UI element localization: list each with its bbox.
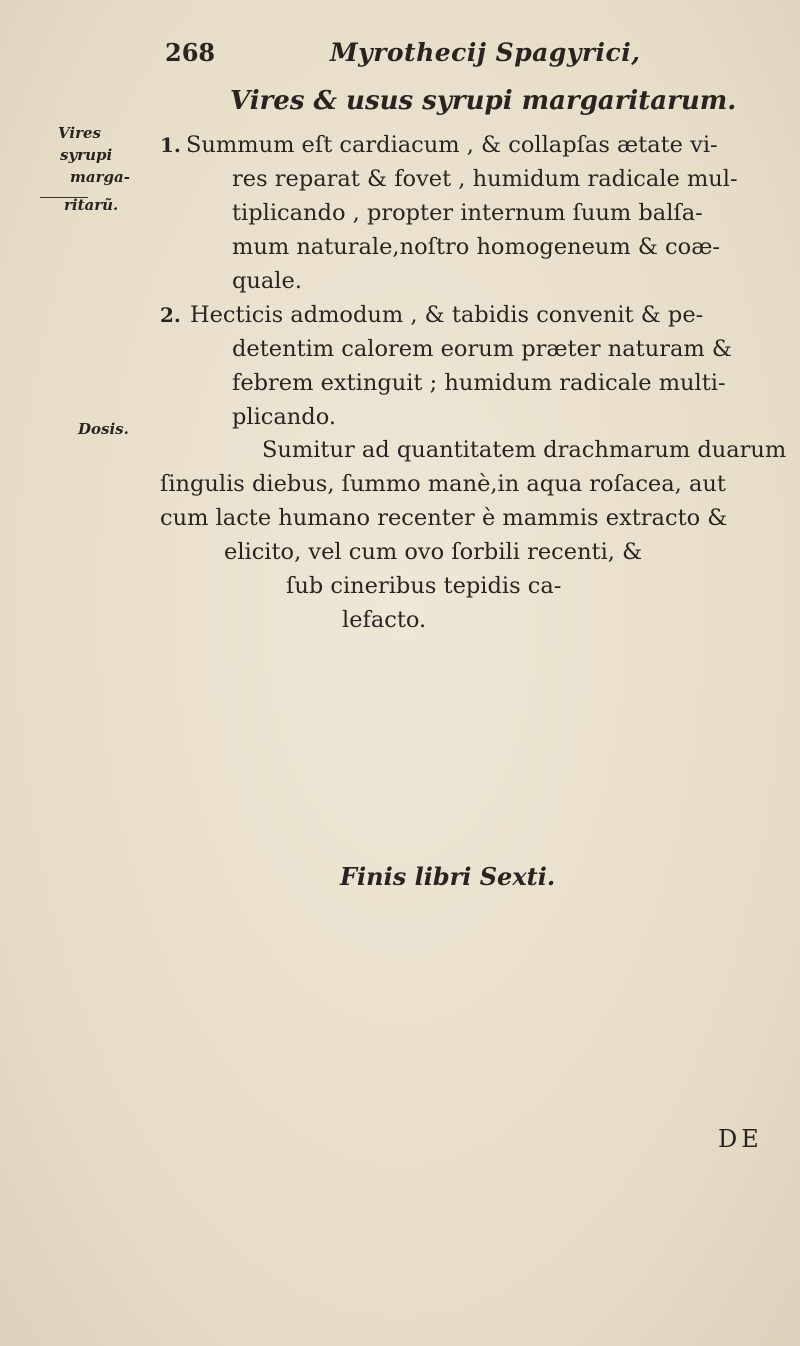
- catchword: DE: [718, 1125, 763, 1153]
- section-title: Vires & usus syrupi margaritarum.: [230, 86, 737, 116]
- text-line: Sumitur ad quantitatem drachmarum duarum: [262, 437, 787, 463]
- page-header: [0, 38, 800, 78]
- running-head: Myrothecij Spagyrici,: [330, 38, 641, 67]
- margin-note-marga: marga-: [70, 168, 130, 186]
- text-line: ſub cineribus tepidis ca-: [286, 573, 562, 599]
- margin-note-vires: Vires: [58, 124, 101, 142]
- text-line: elicito, vel cum ovo ſorbili recenti, &: [224, 539, 643, 565]
- text-line: febrem extinguit ; humidum radicale multi-: [232, 370, 726, 396]
- paragraph-2-number: 2.: [160, 303, 181, 327]
- text-line: cum lacte humano recenter è mammis extracto &: [160, 505, 728, 531]
- text-line: plicando.: [232, 404, 337, 430]
- text-line: Hecticis admodum , & tabidis convenit & pe-: [190, 302, 704, 328]
- margin-note-syrupi: syrupi: [60, 146, 113, 164]
- margin-note-dosis: Dosis.: [78, 420, 129, 438]
- text-line: Summum eſt cardiacum , & collapſas ætate vi-: [186, 132, 718, 158]
- text-line: res reparat & fovet , humidum radicale mul-: [232, 166, 738, 192]
- margin-note-ritaru: ritarũ.: [64, 196, 119, 214]
- text-line: lefacto.: [342, 607, 427, 633]
- text-line: mum naturale,noſtro homogeneum & coæ-: [232, 234, 720, 260]
- text-line: tiplicando , propter internum ſuum balſa-: [232, 200, 703, 226]
- finis-line: Finis libri Sexti.: [340, 862, 556, 891]
- text-line: detentim calorem eorum præter naturam &: [232, 336, 732, 362]
- page-number: 268: [165, 38, 216, 67]
- text-line: quale.: [232, 268, 302, 294]
- paragraph-1-number: 1.: [160, 133, 181, 157]
- text-line: ſingulis diebus, ſummo manè,in aqua roſacea, aut: [160, 471, 726, 497]
